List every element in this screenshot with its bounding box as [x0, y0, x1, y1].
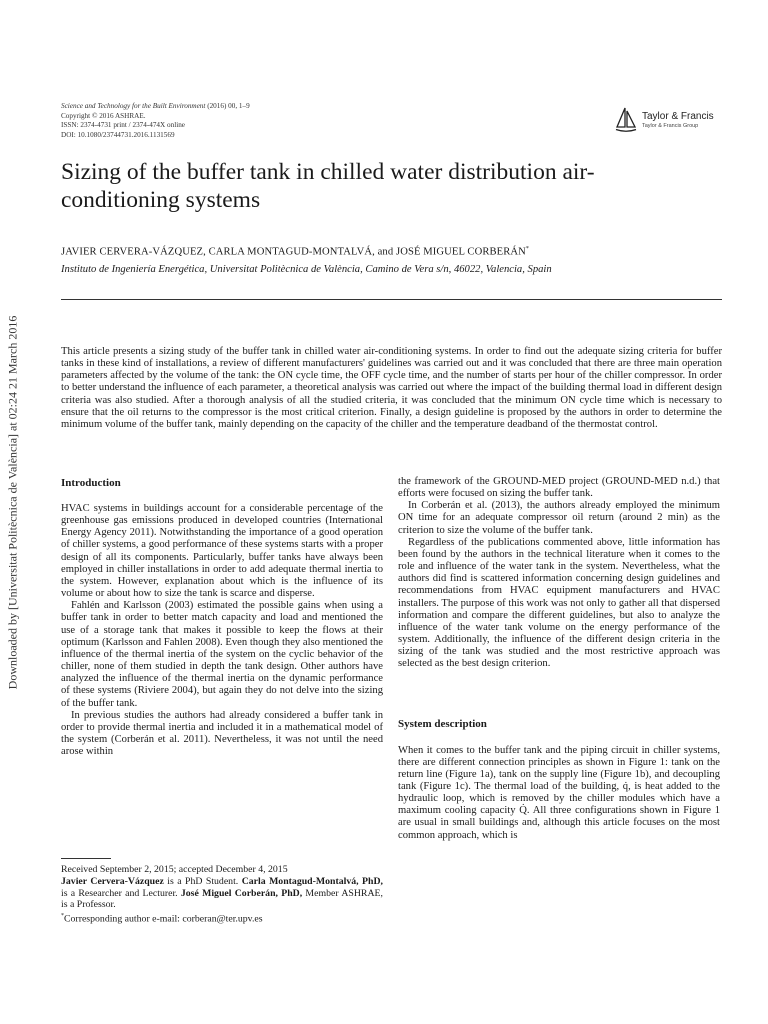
download-stamp-text: Downloaded by [Universitat Politècnica de València] at 02:24 21 March 2016 [5, 315, 20, 689]
sailboat-icon [614, 106, 638, 134]
issn-line: ISSN: 2374-4731 print / 2374-474X online [61, 121, 185, 130]
author-bio-name-1: Javier Cervera-Vázquez [61, 875, 164, 887]
section-heading-system-description: System description [398, 717, 487, 730]
corresponding-email: Corresponding author e-mail: corberan@ter.upv.es [64, 913, 263, 925]
right-column [398, 476, 720, 842]
abstract: This article presents a sizing study of the buffer tank in chilled water air-conditioning systems. In order to find out the adequate sizing criteria for buffer tanks in these kind of installations, a review of different manufacturers' guidelines was carried out and it was concluded that there are three main operation parameters affected by the volume of the tank: the ON cycle time, the OFF cycle time, and the number of starts per hour of the chiller compressor. In order to better understand the influence of each parameter, a theoretical analysis was carried out where the impact of the building thermal load in different design criteria was also studied. After a thorough analysis of all the studied criteria, it was concluded that the minimum ON cycle time which is necessary to ensure that the oil returns to the compressor is the most critical criterion. Finally, a design guideline is proposed by the authors in order to determine the minimum volume of the buffer tank, mainly depending on the capacity of the chiller and the temperature deadband of the thermostat control. [61, 346, 722, 430]
corresponding-author-mark: * [525, 246, 530, 252]
publisher-logo [614, 106, 714, 134]
intro-paragraph-4: the framework of the GROUND-MED project (GROUND-MED n.d.) that efforts were focused on sizing the buffer tank. [398, 476, 720, 500]
publisher-group: Taylor & Francis Group [642, 122, 699, 129]
download-stamp [2, 315, 24, 689]
corresponding-mark: * [61, 913, 64, 920]
copyright-line: Copyright © 2016 ASHRAE. [61, 111, 146, 120]
affiliation: Instituto de Ingeniería Energética, Universitat Politècnica de València, Camino de Vera s/n, 46022, Valencia, Spain [61, 264, 552, 275]
divider-top [61, 299, 722, 300]
footnote-divider [61, 858, 111, 859]
journal-metadata [61, 102, 250, 140]
author-bios [61, 876, 383, 911]
author-list [61, 246, 529, 258]
footnotes [61, 864, 383, 925]
author-bio-text-3: Member ASHRAE, is a Professor. [61, 887, 383, 911]
author-bio-text-2: is a Researcher and Lecturer. [61, 887, 181, 899]
author-bio-name-3: José Miguel Corberán, PhD, [180, 887, 303, 899]
author-names: JAVIER CERVERA-VÁZQUEZ, CARLA MONTAGUD-MONTALVÁ, and JOSÉ MIGUEL CORBERÁN [61, 246, 526, 258]
section-heading-introduction: Introduction [61, 477, 121, 489]
journal-citation-line [61, 102, 250, 112]
author-bio-name-2: Carla Montagud-Montalvá, PhD, [241, 875, 383, 887]
intro-paragraph-1: HVAC systems in buildings account for a considerable percentage of the greenhouse gas emissions produced in developed countries (International Energy Agency 2011). Notwithstanding the importance of a good operation of chiller systems, a good performance of these systems starts with a proper design of all its components. Particularly, buffer tanks have always been employed in chiller installations in order to add adequate thermal inertia to the system. However, explanation about which is the influence of its volume or about how to size the tank is scarce and disperse. [61, 503, 383, 600]
corresponding-author [61, 911, 383, 925]
publisher-name: Taylor & Francis [642, 110, 714, 122]
left-column [61, 476, 383, 758]
intro-paragraph-5: In Corberán et al. (2013), the authors already employed the minimum ON time for an adequate compressor oil return (around 2 min) as the criterion to size the volume of the buffer tank. [398, 500, 720, 536]
received-dates: Received September 2, 2015; accepted December 4, 2015 [61, 864, 288, 875]
journal-citation: (2016) 00, 1–9 [207, 102, 250, 110]
article-title: Sizing of the buffer tank in chilled water distribution air-conditioning systems [61, 159, 595, 213]
author-bio-text-1: is a PhD Student. [163, 875, 242, 887]
intro-paragraph-6: Regardless of the publications commented above, little information has been found by the authors in the technical literature when it comes to the role and influence of the water tank in the system. Nevertheless, what the authors did find is scattered information concerning design guidelines and recommendations from HVAC equipment manufacturers and HVAC installers. The purpose of this work was not only to gather all that dispersed information and compare the different guidelines, but also to analyze the influence of the water tank volume on the energy performance of the system. Additionally, the influence of the different design criteria in the sizing of the tank was studied and the most restrictive approach was selected as the best design criterion. [398, 536, 720, 670]
intro-paragraph-2: Fahlén and Karlsson (2003) estimated the possible gains when using a buffer tank in order to better match capacity and load and mentioned the use of a storage tank that makes it possible to keep the flows at their optimum (Karlsson and Fahlen 2008). Even though they also mentioned the influence of the thermal inertia of the system on the cyclic behavior of the chiller, none of them studied in depth the tank design. Other authors have analyzed the influence of the thermal inertia on the dynamic performance of these systems (Riviere 2004), but again they do not delve into the sizing of the buffer tank. [61, 600, 383, 709]
doi-line: DOI: 10.1080/23744731.2016.1131569 [61, 130, 175, 139]
intro-paragraph-3: In previous studies the authors had already considered a buffer tank in order to provide thermal inertia and included it in a mathematical model of the system (Corberán et al. 2011). Nevertheless, it was not until the need arose within [61, 709, 383, 758]
system-description-paragraph: When it comes to the buffer tank and the piping circuit in chiller systems, there are different connection principles as shown in Figure 1: tank on the return line (Figure 1a), tank on the supply line (Figure 1b), and decoupling tank (Figure 1c). The thermal load of the building, q̇, is heat added to the hydraulic loop, which is removed by the chiller modules which have a maximum cooling capacity Q̇. All three configurations shown in Figure 1 are usual in small buildings and, although this article focuses on the most common approach, which is [398, 744, 720, 841]
journal-name: Science and Technology for the Built Environment [61, 102, 206, 110]
